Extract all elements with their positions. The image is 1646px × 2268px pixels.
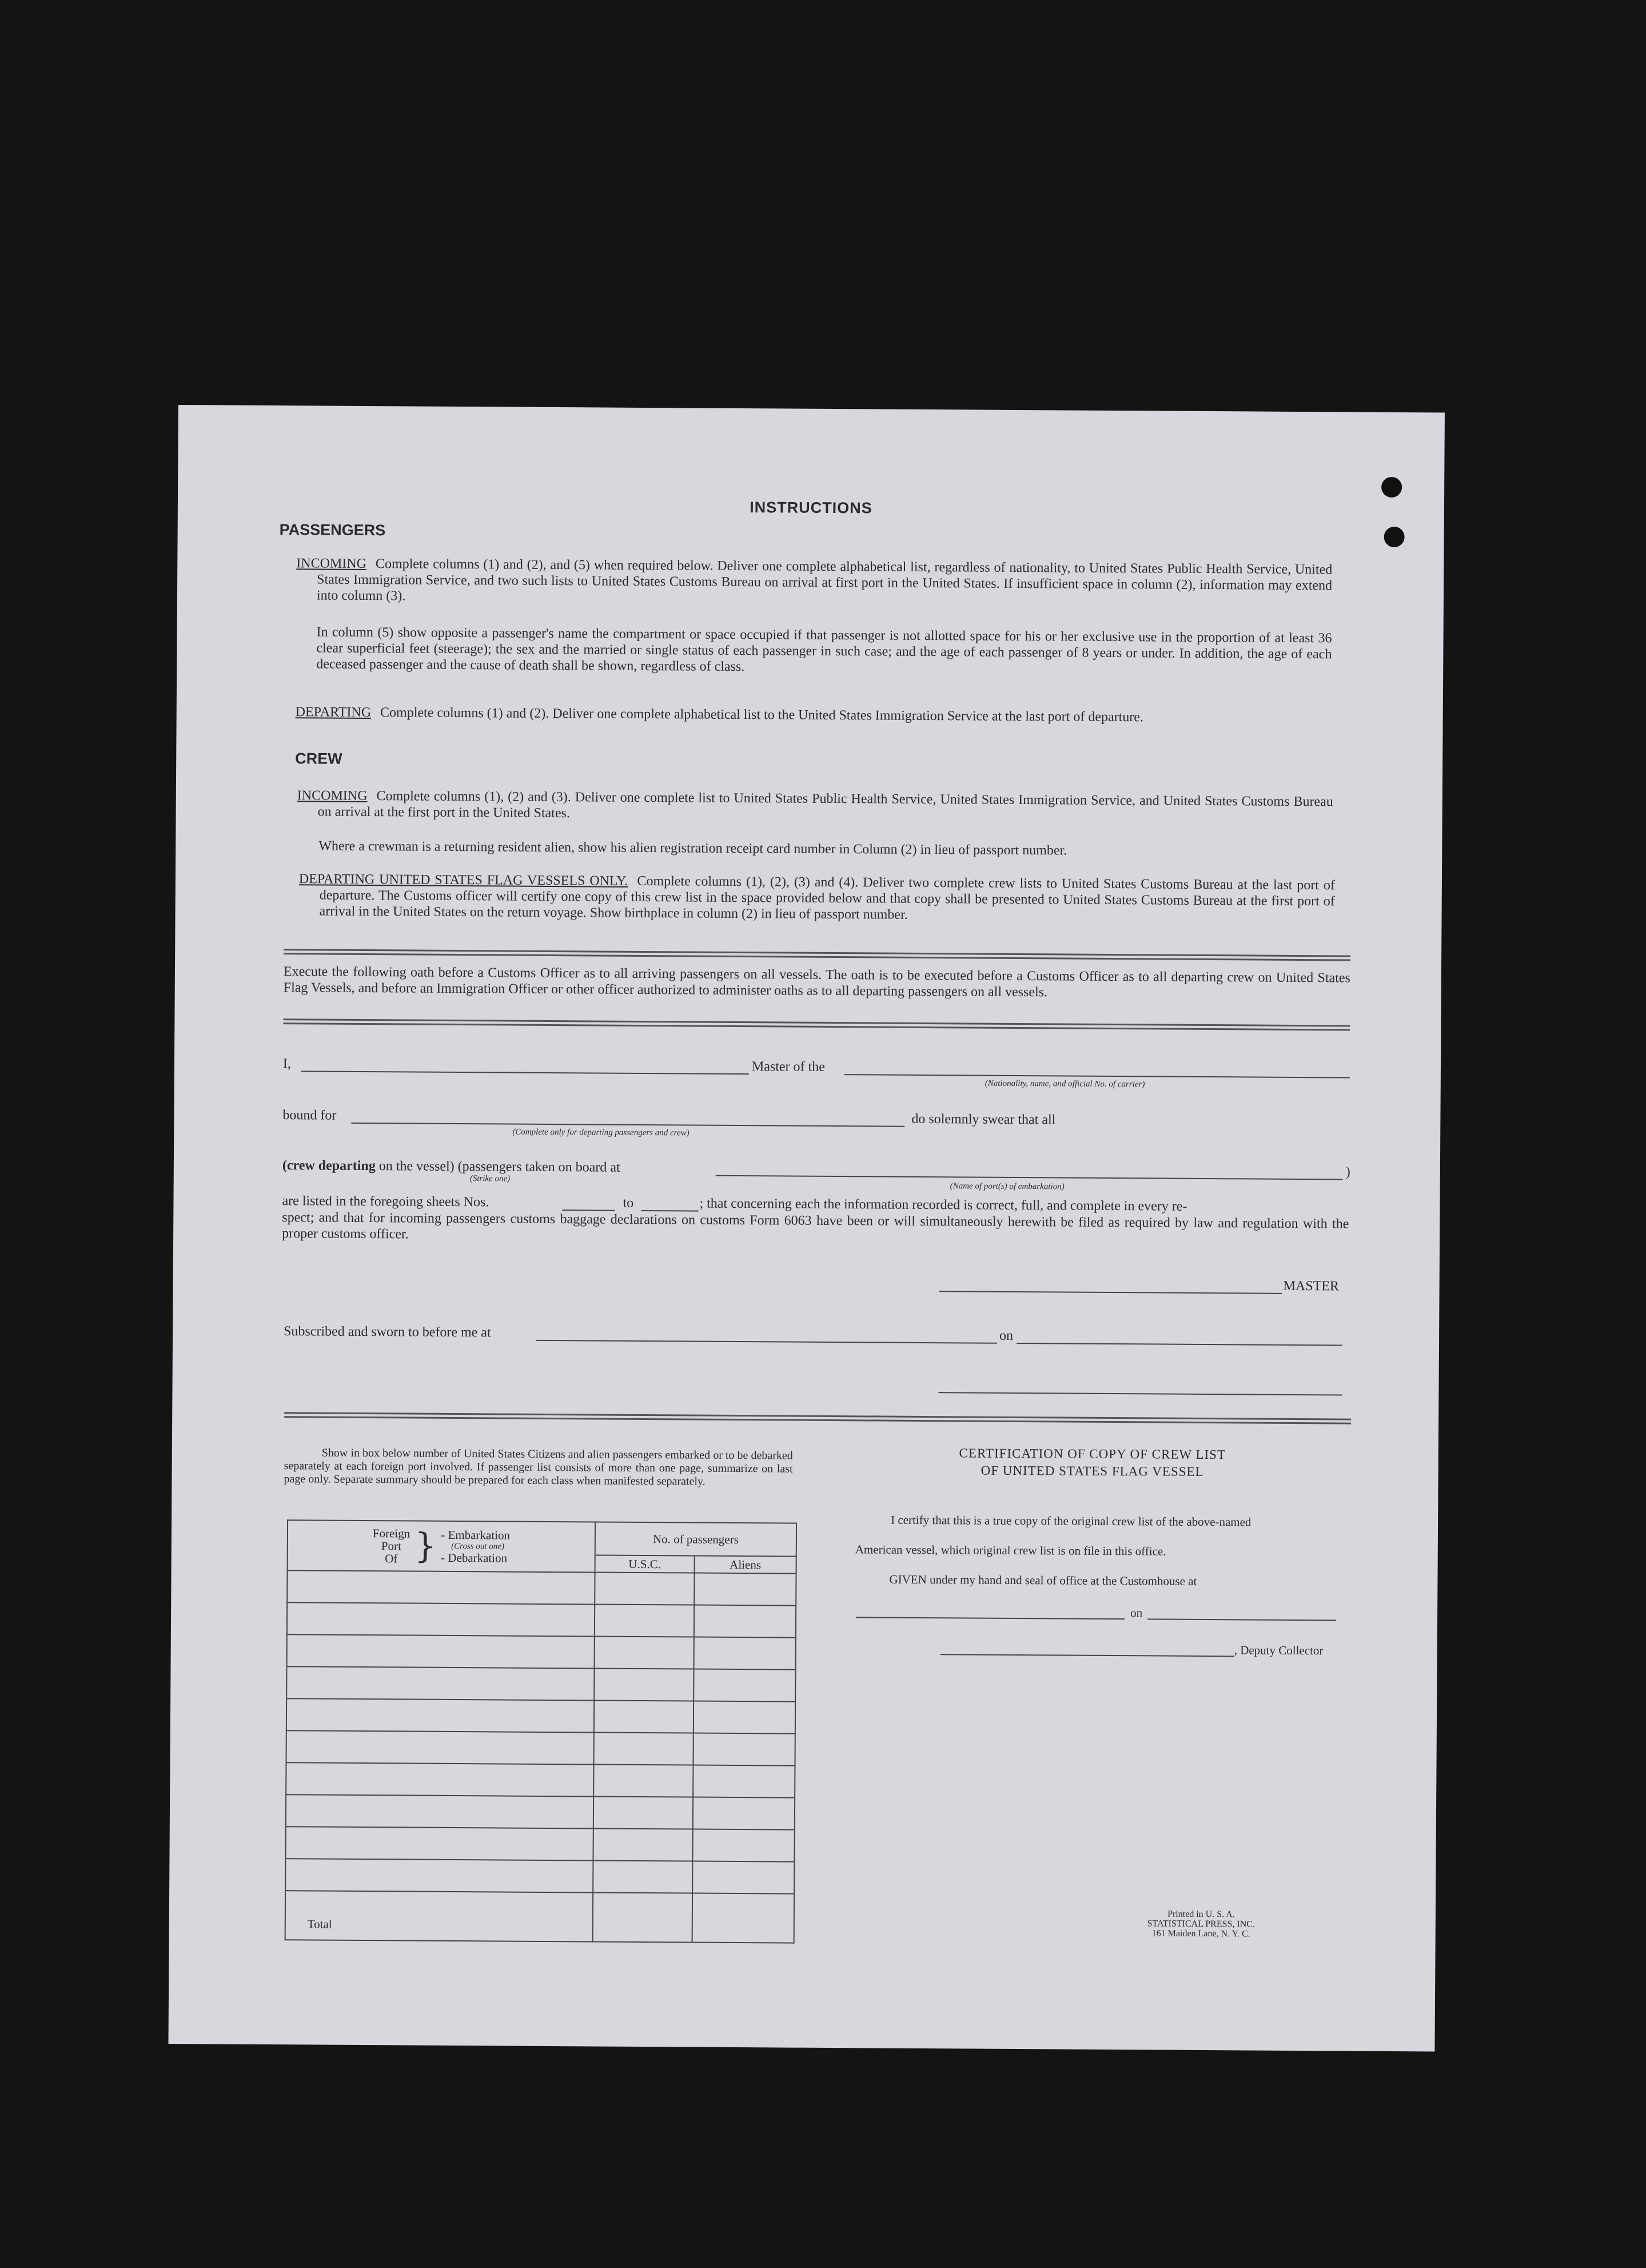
divider	[284, 949, 1350, 961]
usc-cell[interactable]	[593, 1732, 693, 1765]
usc-header: U.S.C.	[595, 1555, 695, 1573]
aliens-header: Aliens	[695, 1556, 796, 1574]
summary-instruction: Show in box below number of United States Citizens and alien passengers embarked or to be debarked separately at each foreign port involved. If passenger list consists of more than one page, summarize on last page only. Separate summary should be prepared for each class when manifested separately.	[284, 1446, 793, 1488]
departing-text: Complete columns (1) and (2). Deliver one complete alphabetical list to the United States Immigration Service at the last port of departure.	[380, 705, 1144, 725]
certification-title-line1: CERTIFICATION OF COPY OF CREW LIST	[959, 1446, 1226, 1462]
aliens-total-cell[interactable]	[692, 1893, 795, 1943]
no-passengers-header: No. of passengers	[595, 1522, 796, 1556]
sworn-date-field[interactable]	[1017, 1343, 1342, 1346]
nationality-note: (Nationality, name, and official No. of carrier)	[985, 1079, 1145, 1089]
total-label-cell	[285, 1891, 593, 1941]
master-label: MASTER	[1283, 1278, 1340, 1294]
ports-summary-table	[285, 1519, 797, 1943]
aliens-cell[interactable]	[694, 1605, 796, 1638]
usc-total-cell[interactable]	[593, 1892, 693, 1942]
departing-label: DEPARTING	[295, 705, 372, 721]
certification-title-line2: OF UNITED STATES FLAG VESSEL	[981, 1463, 1204, 1479]
aliens-cell[interactable]	[692, 1829, 794, 1862]
usc-cell[interactable]	[593, 1860, 692, 1893]
oath-instruction: Execute the following oath before a Customs Officer as to all arriving passengers on all vessels. The oath is to be executed before a Customs Officer as to all departing crew on United States Flag Vessels, and before an Immigration Officer or other officer authorized to administer oaths as to all departing passengers on all vessels.	[283, 964, 1350, 1000]
punch-hole	[1384, 527, 1405, 547]
incoming-text: Complete columns (1) and (2), and (5) when required below. Deliver one complete alphabetical list, regardless of nationality, to United States Public Health Service, United States Immigration Service, and two such lists to United States Customs Bureau on arrival at first port in the United States. If insufficient space in column (2), information may extend into column (3).	[316, 556, 1333, 604]
usc-cell[interactable]	[593, 1796, 693, 1829]
close-paren: )	[1345, 1164, 1350, 1180]
usc-cell[interactable]	[593, 1828, 692, 1861]
port-cell[interactable]	[285, 1827, 593, 1860]
crew-departing-text: Complete columns (1), (2), (3) and (4). Deliver two complete crew lists to United States Customs Bureau at the last port of departure. The Customs officer will certify one copy of this crew list in the space provided below and that copy shall be presented to United States Customs Bureau at the first port of arrival in the United States on the return voyage. Show birthplace in column (2) in lieu of passport number.	[319, 873, 1335, 922]
certification-on-label: on	[1130, 1606, 1143, 1620]
given-text: GIVEN under my hand and seal of office at the Customhouse at	[889, 1572, 1197, 1588]
port-cell[interactable]	[287, 1570, 595, 1604]
printer-imprint	[1107, 1909, 1296, 1939]
certification-date-field[interactable]	[1147, 1618, 1336, 1621]
aliens-cell[interactable]	[694, 1573, 796, 1606]
column5-paragraph: In column (5) show opposite a passenger's name the compartment or space occupied if that passenger is not allotted space for his or her exclusive use in the proportion of at least 36 clear superficial feet (steerage); the sex and the married or single status of each passenger in such case; and the age of each passenger of 8 years or under. In addition, the age of each deceased passenger and the cause of death shall be shown, regardless of class.	[316, 624, 1332, 675]
aliens-cell[interactable]	[694, 1669, 795, 1702]
master-name-field[interactable]	[301, 1071, 749, 1075]
crew-incoming-label: INCOMING	[297, 788, 368, 804]
deputy-signature-field[interactable]	[940, 1654, 1234, 1657]
total-label: Total	[307, 1917, 332, 1931]
crew-departing-label: DEPARTING UNITED STATES FLAG VESSELS ONLY.	[298, 872, 628, 889]
usc-cell[interactable]	[593, 1764, 693, 1797]
aliens-cell[interactable]	[694, 1637, 796, 1670]
subscribed-label: Subscribed and sworn to before me at	[284, 1324, 491, 1340]
port-cell[interactable]	[287, 1602, 595, 1636]
crew-departing-bold[interactable]: (crew departing	[282, 1158, 376, 1174]
printer-line2: STATISTICAL PRESS, INC.	[1147, 1919, 1256, 1929]
swear-label	[911, 1112, 1055, 1128]
listed-to: to	[623, 1195, 634, 1211]
usc-cell[interactable]	[595, 1636, 694, 1669]
port-cell[interactable]	[285, 1859, 593, 1892]
master-of-label: Master of the	[751, 1059, 825, 1075]
passengers-heading: PASSENGERS	[279, 521, 386, 539]
sworn-on-label: on	[999, 1328, 1014, 1343]
crew-departing-paragraph	[299, 871, 1335, 925]
punch-hole	[1381, 477, 1402, 498]
aliens-cell[interactable]	[693, 1797, 795, 1830]
certify-line2: American vessel, which original crew list is on file in this office.	[855, 1542, 1166, 1558]
port-cell[interactable]	[286, 1730, 594, 1764]
aliens-cell[interactable]	[694, 1701, 795, 1734]
port-embarkation-note: (Name of port(s) of embarkation)	[950, 1181, 1065, 1192]
complete-only-note: (Complete only for departing passengers and crew)	[512, 1127, 690, 1138]
crew-incoming-text: Complete columns (1), (2) and (3). Deliver one complete list to United States Public Health Service, United States Immigration Service, and United States Customs Bureau on arrival at the first port in the United States.	[317, 789, 1333, 821]
passengers-incoming-paragraph	[296, 555, 1332, 610]
port-cell[interactable]	[286, 1698, 594, 1732]
divider	[284, 1412, 1351, 1424]
crew-departing-line	[282, 1158, 620, 1176]
bound-for-label: bound for	[282, 1108, 337, 1123]
usc-cell[interactable]	[595, 1572, 694, 1605]
debarkation-option[interactable]: - Debarkation	[441, 1550, 508, 1565]
aliens-cell[interactable]	[693, 1765, 795, 1798]
listed-line-b: ; that concerning each the information recorded is correct, full, and complete in every re-	[699, 1196, 1187, 1214]
port-cell[interactable]	[286, 1762, 593, 1796]
carrier-field[interactable]	[844, 1074, 1350, 1078]
sworn-place-field[interactable]	[536, 1340, 997, 1344]
swear-text: do solemnly swear that all	[911, 1111, 1056, 1128]
embarkation-option[interactable]: - Embarkation	[441, 1527, 511, 1542]
cross-out-note: (Cross out one)	[451, 1541, 505, 1551]
officer-signature-field[interactable]	[938, 1392, 1342, 1395]
printer-line3: 161 Maiden Lane, N. Y. C.	[1151, 1928, 1250, 1939]
foreign-port-header	[288, 1520, 596, 1572]
port-embarkation-field[interactable]	[716, 1175, 1343, 1180]
brace-icon: }	[414, 1526, 437, 1566]
master-signature-field[interactable]	[939, 1291, 1282, 1294]
usc-cell[interactable]	[594, 1700, 694, 1733]
listed-line-c: spect; and that for incoming passengers customs baggage declarations on customs Form 6063 have been or will simultaneously herewith be filed as required by law and regulation with the proper customs officer.	[282, 1210, 1349, 1242]
oath-i-label: I,	[282, 1056, 292, 1072]
foreign-port-label: Foreign Port Of	[372, 1526, 410, 1566]
port-cell[interactable]	[286, 1666, 594, 1700]
passengers-departing-paragraph	[296, 704, 1332, 726]
crew-heading: CREW	[295, 750, 342, 767]
crew-incoming-paragraph	[297, 787, 1333, 826]
printer-line1: Printed in U. S. A.	[1167, 1909, 1235, 1920]
form-sheet	[168, 405, 1444, 2051]
aliens-cell[interactable]	[692, 1861, 794, 1894]
aliens-cell[interactable]	[693, 1733, 795, 1766]
on-vessel-text[interactable]: on the vessel) (passengers taken on board at	[378, 1159, 620, 1175]
customhouse-field[interactable]	[856, 1617, 1125, 1620]
bound-for-field[interactable]	[351, 1123, 904, 1127]
certification-title	[847, 1444, 1338, 1481]
port-cell[interactable]	[287, 1634, 595, 1668]
usc-cell[interactable]	[594, 1668, 694, 1701]
incoming-label: INCOMING	[296, 556, 367, 572]
crew-resident-paragraph: Where a crewman is a returning resident alien, show his alien registration receipt card number in Column (2) in lieu of passport number.	[318, 838, 1067, 858]
strike-one-note: (Strike one)	[469, 1174, 511, 1184]
listed-line-a: are listed in the foregoing sheets Nos.	[282, 1193, 489, 1210]
divider	[283, 1018, 1350, 1030]
port-cell[interactable]	[286, 1794, 593, 1828]
usc-cell[interactable]	[595, 1604, 694, 1637]
instructions-title: INSTRUCTIONS	[750, 499, 872, 517]
certify-line1: I certify that this is a true copy of the original crew list of the above-named	[891, 1513, 1252, 1529]
deputy-collector-label: , Deputy Collector	[1234, 1643, 1324, 1658]
